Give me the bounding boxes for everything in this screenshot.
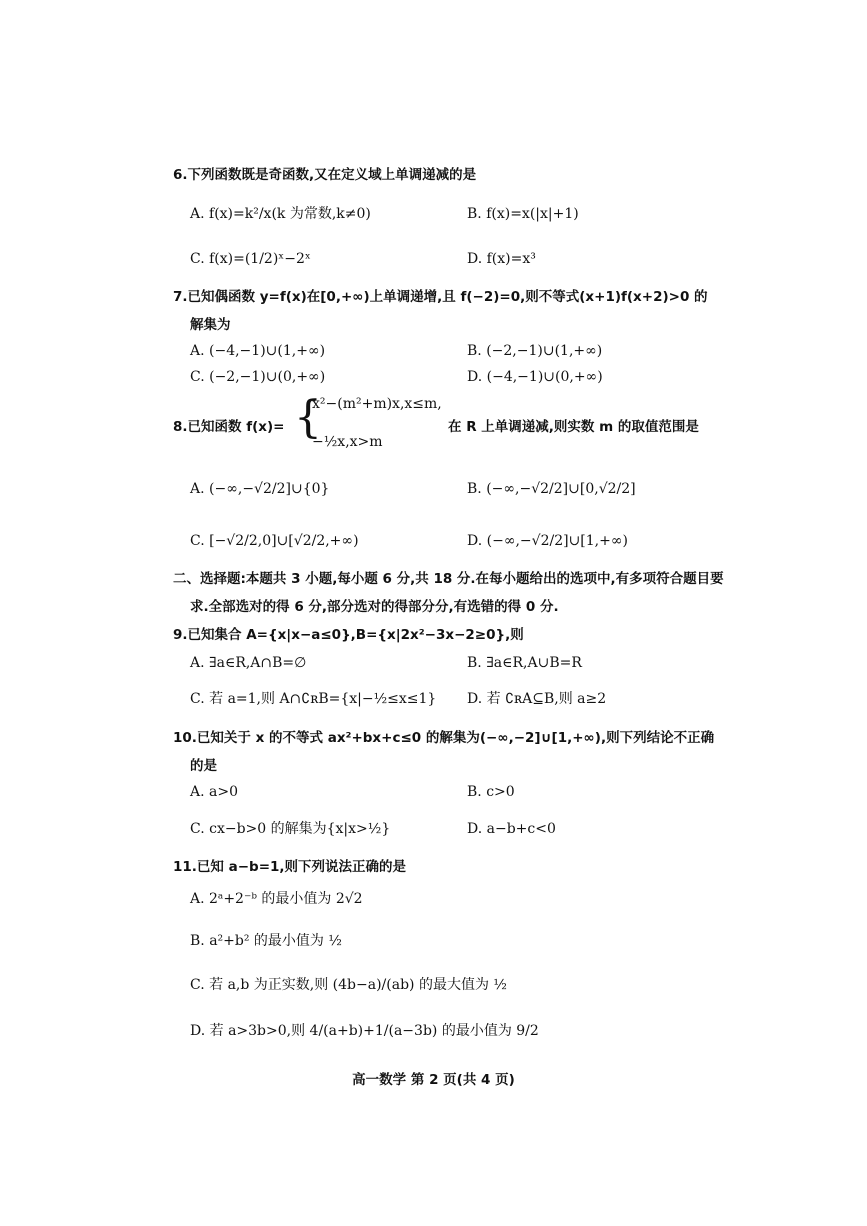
q8-stem-suffix: 在 R 上单调递减,则实数 m 的取值范围是 xyxy=(448,419,699,435)
q6-option-d: D. f(x)=x³ xyxy=(467,251,536,267)
q9-option-b: B. ∃a∈R,A∪B=R xyxy=(467,655,582,671)
q11-option-a: A. 2ᵃ+2⁻ᵇ 的最小值为 2√2 xyxy=(190,891,363,907)
q10-option-c: C. cx−b>0 的解集为{x|x>½} xyxy=(190,821,391,837)
q9-option-c: C. 若 a=1,则 A∩∁ʀB={x|−½≤x≤1} xyxy=(190,691,437,707)
page-footer: 高一数学 第 2 页(共 4 页) xyxy=(352,1072,515,1088)
q8-option-d: D. (−∞,−√2/2]∪[1,+∞) xyxy=(467,533,628,549)
q9-option-d: D. 若 ∁ʀA⊆B,则 a≥2 xyxy=(467,691,607,707)
section2-heading-line2: 求.全部选对的得 6 分,部分选对的得部分分,有选错的得 0 分. xyxy=(190,599,559,615)
q7-option-c: C. (−2,−1)∪(0,+∞) xyxy=(190,369,326,385)
q8-option-b: B. (−∞,−√2/2]∪[0,√2/2] xyxy=(467,481,636,497)
q7-option-d: D. (−4,−1)∪(0,+∞) xyxy=(467,369,603,385)
q6-stem: 6.下列函数既是奇函数,又在定义域上单调递减的是 xyxy=(173,167,477,183)
q7-stem-line2: 解集为 xyxy=(190,317,231,333)
q8-stem-prefix: 8.已知函数 f(x)= xyxy=(173,419,285,435)
q8-option-c: C. [−√2/2,0]∪[√2/2,+∞) xyxy=(190,533,359,549)
q10-option-a: A. a>0 xyxy=(190,784,238,800)
q9-option-a: A. ∃a∈R,A∩B=∅ xyxy=(190,655,307,671)
q9-stem: 9.已知集合 A={x|x−a≤0},B={x|2x²−3x−2≥0},则 xyxy=(173,627,524,643)
q10-option-b: B. c>0 xyxy=(467,784,515,800)
q6-option-c: C. f(x)=(1/2)ˣ−2ˣ xyxy=(190,251,311,267)
q7-stem-line1: 7.已知偶函数 y=f(x)在[0,+∞)上单调递增,且 f(−2)=0,则不等式(x+1)f(x+2)>0 的 xyxy=(173,289,708,305)
q7-option-b: B. (−2,−1)∪(1,+∞) xyxy=(467,343,603,359)
q8-option-a: A. (−∞,−√2/2]∪{0} xyxy=(190,481,330,497)
q10-stem-line2: 的是 xyxy=(190,758,217,774)
q6-option-b: B. f(x)=x(|x|+1) xyxy=(467,206,579,222)
q6-option-a: A. f(x)=k²/x(k 为常数,k≠0) xyxy=(190,206,371,222)
q11-option-b: B. a²+b² 的最小值为 ½ xyxy=(190,933,342,949)
q11-option-d: D. 若 a>3b>0,则 4/(a+b)+1/(a−3b) 的最小值为 9/2 xyxy=(190,1023,539,1039)
section2-heading-line1: 二、选择题:本题共 3 小题,每小题 6 分,共 18 分.在每小题给出的选项中,有多项符合题目要 xyxy=(173,571,724,587)
q10-option-d: D. a−b+c<0 xyxy=(467,821,556,837)
q10-stem-line1: 10.已知关于 x 的不等式 ax²+bx+c≤0 的解集为(−∞,−2]∪[1,+∞),则下列结论不正确 xyxy=(173,730,715,746)
q8-piece-2: −½x,x>m xyxy=(312,434,383,450)
q8-piece-1: x²−(m²+m)x,x≤m, xyxy=(312,396,442,412)
q11-option-c: C. 若 a,b 为正实数,则 (4b−a)/(ab) 的最大值为 ½ xyxy=(190,977,507,993)
q7-option-a: A. (−4,−1)∪(1,+∞) xyxy=(190,343,326,359)
q11-stem: 11.已知 a−b=1,则下列说法正确的是 xyxy=(173,859,407,875)
piecewise-brace: { xyxy=(294,392,322,443)
